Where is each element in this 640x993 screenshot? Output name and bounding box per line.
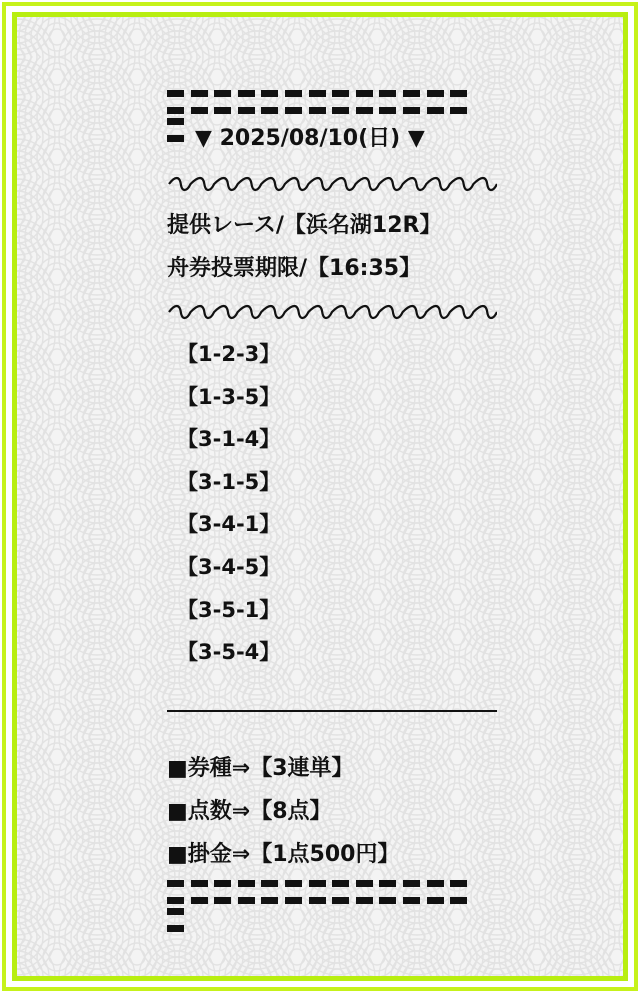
combination-item: 【3-4-5】 [177,555,281,579]
divider-line [167,710,497,712]
deadline-line: 舟券投票期限/【16:35】 [167,256,422,281]
race-line: 提供レース/【浜名湖12R】 [167,213,442,238]
combination-item: 【1-3-5】 [177,384,281,409]
wave-divider-middle [167,302,497,322]
combination-item: 【1-2-3】 [177,342,281,366]
top-double-rule [167,90,495,114]
points-line: ■点数⇒【8点】 [167,799,332,824]
ticket-card [12,12,628,981]
combination-item: 【3-5-4】 [177,640,281,665]
stake-line: ■掛金⇒【1点500円】 [167,842,400,867]
combination-item: 【3-1-5】 [177,469,281,494]
date-line: ▼ 2025/08/10(日) ▼ [195,126,425,151]
seigaiha-pattern [17,17,628,981]
wave-divider-top [167,174,497,194]
bottom-double-rule [167,880,495,904]
combination-item: 【3-5-1】 [177,597,281,622]
combination-item: 【3-4-1】 [177,512,281,537]
ticket-type-line: ■券種⇒【3連単】 [167,756,354,781]
combination-item: 【3-1-4】 [177,427,281,452]
